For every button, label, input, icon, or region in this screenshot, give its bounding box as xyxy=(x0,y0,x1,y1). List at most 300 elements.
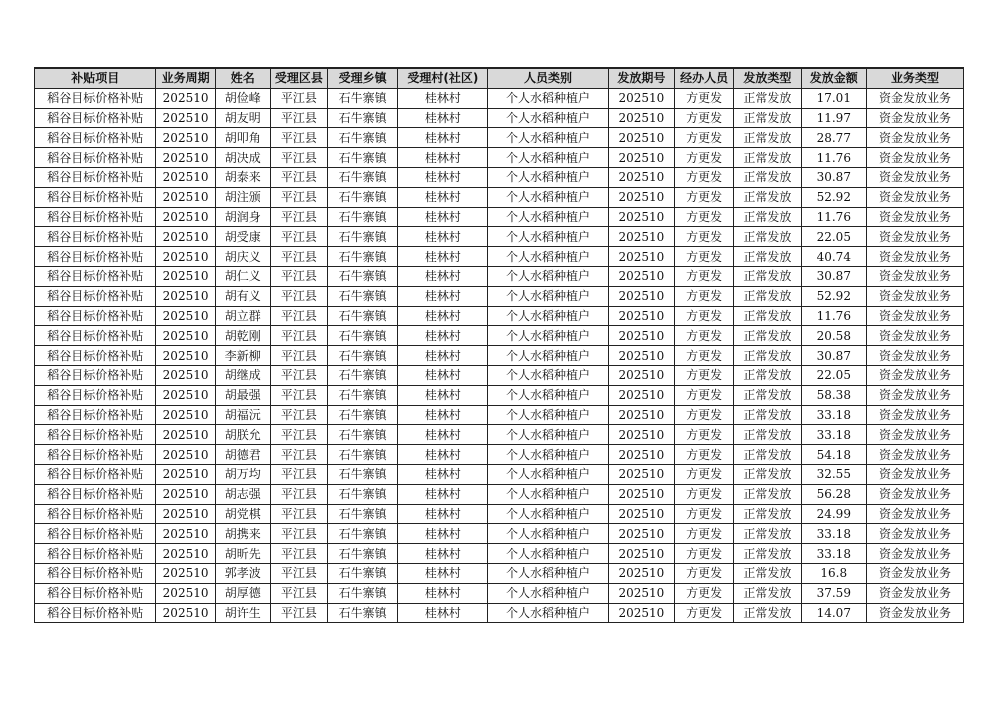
cell-issue-type: 正常发放 xyxy=(734,167,801,187)
cell-town: 石牛寨镇 xyxy=(327,524,397,544)
cell-period: 202510 xyxy=(156,583,215,603)
table-row xyxy=(35,266,964,286)
cell-amount: 40.74 xyxy=(801,247,866,267)
cell-amount: 30.87 xyxy=(801,167,866,187)
cell-issue-no: 202510 xyxy=(608,484,674,504)
cell-village: 桂林村 xyxy=(398,266,488,286)
cell-name: 胡乾刚 xyxy=(215,326,270,346)
cell-name: 胡仁义 xyxy=(215,266,270,286)
cell-town: 石牛寨镇 xyxy=(327,306,397,326)
cell-category: 个人水稻种植户 xyxy=(488,563,608,583)
cell-town: 石牛寨镇 xyxy=(327,603,397,623)
table-row xyxy=(35,603,964,623)
cell-village: 桂林村 xyxy=(398,167,488,187)
cell-period: 202510 xyxy=(156,365,215,385)
cell-county: 平江县 xyxy=(270,128,327,148)
cell-issue-type: 正常发放 xyxy=(734,306,801,326)
cell-village: 桂林村 xyxy=(398,88,488,108)
cell-county: 平江县 xyxy=(270,445,327,465)
cell-issue-type: 正常发放 xyxy=(734,603,801,623)
cell-issue-type: 正常发放 xyxy=(734,524,801,544)
cell-county: 平江县 xyxy=(270,464,327,484)
cell-town: 石牛寨镇 xyxy=(327,365,397,385)
cell-amount: 30.87 xyxy=(801,346,866,366)
cell-business-type: 资金发放业务 xyxy=(866,365,963,385)
cell-name: 胡注颁 xyxy=(215,187,270,207)
cell-issue-no: 202510 xyxy=(608,524,674,544)
cell-county: 平江县 xyxy=(270,148,327,168)
cell-category: 个人水稻种植户 xyxy=(488,286,608,306)
cell-name: 胡万均 xyxy=(215,464,270,484)
table-row xyxy=(35,504,964,524)
cell-name: 胡友明 xyxy=(215,108,270,128)
cell-business-type: 资金发放业务 xyxy=(866,425,963,445)
cell-category: 个人水稻种植户 xyxy=(488,306,608,326)
cell-category: 个人水稻种植户 xyxy=(488,425,608,445)
cell-amount: 16.8 xyxy=(801,563,866,583)
cell-operator: 方更发 xyxy=(675,603,734,623)
cell-project: 稻谷目标价格补贴 xyxy=(35,425,156,445)
cell-project: 稻谷目标价格补贴 xyxy=(35,544,156,564)
cell-period: 202510 xyxy=(156,405,215,425)
cell-business-type: 资金发放业务 xyxy=(866,484,963,504)
cell-town: 石牛寨镇 xyxy=(327,544,397,564)
cell-business-type: 资金发放业务 xyxy=(866,167,963,187)
cell-project: 稻谷目标价格补贴 xyxy=(35,445,156,465)
cell-period: 202510 xyxy=(156,306,215,326)
cell-issue-no: 202510 xyxy=(608,405,674,425)
cell-issue-type: 正常发放 xyxy=(734,563,801,583)
subsidy-table xyxy=(34,67,964,623)
cell-issue-no: 202510 xyxy=(608,306,674,326)
cell-operator: 方更发 xyxy=(675,207,734,227)
cell-operator: 方更发 xyxy=(675,326,734,346)
table-row xyxy=(35,563,964,583)
cell-business-type: 资金发放业务 xyxy=(866,445,963,465)
cell-operator: 方更发 xyxy=(675,247,734,267)
cell-category: 个人水稻种植户 xyxy=(488,108,608,128)
cell-town: 石牛寨镇 xyxy=(327,207,397,227)
cell-period: 202510 xyxy=(156,266,215,286)
cell-issue-no: 202510 xyxy=(608,247,674,267)
cell-issue-type: 正常发放 xyxy=(734,385,801,405)
cell-town: 石牛寨镇 xyxy=(327,227,397,247)
cell-project: 稻谷目标价格补贴 xyxy=(35,603,156,623)
cell-project: 稻谷目标价格补贴 xyxy=(35,247,156,267)
cell-name: 胡继成 xyxy=(215,365,270,385)
cell-project: 稻谷目标价格补贴 xyxy=(35,563,156,583)
cell-business-type: 资金发放业务 xyxy=(866,603,963,623)
cell-village: 桂林村 xyxy=(398,583,488,603)
cell-town: 石牛寨镇 xyxy=(327,247,397,267)
cell-amount: 33.18 xyxy=(801,425,866,445)
cell-period: 202510 xyxy=(156,484,215,504)
cell-name: 胡润身 xyxy=(215,207,270,227)
cell-amount: 28.77 xyxy=(801,128,866,148)
cell-operator: 方更发 xyxy=(675,464,734,484)
cell-business-type: 资金发放业务 xyxy=(866,227,963,247)
cell-project: 稻谷目标价格补贴 xyxy=(35,365,156,385)
cell-town: 石牛寨镇 xyxy=(327,326,397,346)
cell-amount: 20.58 xyxy=(801,326,866,346)
cell-town: 石牛寨镇 xyxy=(327,405,397,425)
cell-project: 稻谷目标价格补贴 xyxy=(35,405,156,425)
cell-name: 胡德君 xyxy=(215,445,270,465)
cell-business-type: 资金发放业务 xyxy=(866,148,963,168)
cell-business-type: 资金发放业务 xyxy=(866,266,963,286)
cell-business-type: 资金发放业务 xyxy=(866,464,963,484)
cell-issue-no: 202510 xyxy=(608,128,674,148)
cell-category: 个人水稻种植户 xyxy=(488,128,608,148)
cell-category: 个人水稻种植户 xyxy=(488,326,608,346)
cell-business-type: 资金发放业务 xyxy=(866,247,963,267)
table-row xyxy=(35,247,964,267)
cell-name: 郭孝波 xyxy=(215,563,270,583)
cell-project: 稻谷目标价格补贴 xyxy=(35,326,156,346)
cell-issue-type: 正常发放 xyxy=(734,207,801,227)
cell-operator: 方更发 xyxy=(675,524,734,544)
cell-operator: 方更发 xyxy=(675,425,734,445)
col-header-category: 人员类别 xyxy=(488,68,608,88)
cell-amount: 33.18 xyxy=(801,544,866,564)
cell-period: 202510 xyxy=(156,346,215,366)
col-header-amount: 发放金额 xyxy=(801,68,866,88)
cell-period: 202510 xyxy=(156,108,215,128)
cell-name: 胡福沅 xyxy=(215,405,270,425)
cell-town: 石牛寨镇 xyxy=(327,286,397,306)
cell-business-type: 资金发放业务 xyxy=(866,306,963,326)
table-row xyxy=(35,544,964,564)
cell-county: 平江县 xyxy=(270,207,327,227)
cell-county: 平江县 xyxy=(270,544,327,564)
cell-business-type: 资金发放业务 xyxy=(866,187,963,207)
cell-project: 稻谷目标价格补贴 xyxy=(35,167,156,187)
cell-village: 桂林村 xyxy=(398,524,488,544)
cell-issue-no: 202510 xyxy=(608,603,674,623)
cell-name: 胡朕允 xyxy=(215,425,270,445)
cell-period: 202510 xyxy=(156,326,215,346)
cell-business-type: 资金发放业务 xyxy=(866,583,963,603)
cell-operator: 方更发 xyxy=(675,484,734,504)
col-header-period: 业务周期 xyxy=(156,68,215,88)
table-body xyxy=(35,88,964,623)
cell-issue-type: 正常发放 xyxy=(734,108,801,128)
cell-project: 稻谷目标价格补贴 xyxy=(35,286,156,306)
cell-name: 胡厚德 xyxy=(215,583,270,603)
cell-period: 202510 xyxy=(156,88,215,108)
cell-name: 胡泰来 xyxy=(215,167,270,187)
cell-village: 桂林村 xyxy=(398,286,488,306)
cell-county: 平江县 xyxy=(270,583,327,603)
cell-issue-type: 正常发放 xyxy=(734,583,801,603)
cell-issue-no: 202510 xyxy=(608,167,674,187)
cell-business-type: 资金发放业务 xyxy=(866,207,963,227)
cell-business-type: 资金发放业务 xyxy=(866,108,963,128)
cell-project: 稻谷目标价格补贴 xyxy=(35,266,156,286)
cell-business-type: 资金发放业务 xyxy=(866,326,963,346)
cell-town: 石牛寨镇 xyxy=(327,385,397,405)
cell-category: 个人水稻种植户 xyxy=(488,148,608,168)
cell-town: 石牛寨镇 xyxy=(327,484,397,504)
cell-amount: 56.28 xyxy=(801,484,866,504)
cell-operator: 方更发 xyxy=(675,544,734,564)
cell-issue-type: 正常发放 xyxy=(734,227,801,247)
cell-village: 桂林村 xyxy=(398,464,488,484)
col-header-village: 受理村(社区) xyxy=(398,68,488,88)
cell-county: 平江县 xyxy=(270,365,327,385)
col-header-issue-type: 发放类型 xyxy=(734,68,801,88)
table-row xyxy=(35,306,964,326)
cell-business-type: 资金发放业务 xyxy=(866,128,963,148)
cell-village: 桂林村 xyxy=(398,603,488,623)
cell-issue-no: 202510 xyxy=(608,583,674,603)
cell-project: 稻谷目标价格补贴 xyxy=(35,187,156,207)
cell-town: 石牛寨镇 xyxy=(327,187,397,207)
cell-name: 胡最强 xyxy=(215,385,270,405)
cell-issue-type: 正常发放 xyxy=(734,128,801,148)
cell-category: 个人水稻种植户 xyxy=(488,504,608,524)
cell-issue-no: 202510 xyxy=(608,326,674,346)
cell-issue-type: 正常发放 xyxy=(734,187,801,207)
cell-category: 个人水稻种植户 xyxy=(488,266,608,286)
cell-amount: 52.92 xyxy=(801,286,866,306)
cell-category: 个人水稻种植户 xyxy=(488,405,608,425)
cell-period: 202510 xyxy=(156,464,215,484)
table-row xyxy=(35,385,964,405)
table-row xyxy=(35,484,964,504)
cell-issue-type: 正常发放 xyxy=(734,286,801,306)
cell-business-type: 资金发放业务 xyxy=(866,405,963,425)
table-row xyxy=(35,524,964,544)
cell-issue-type: 正常发放 xyxy=(734,504,801,524)
cell-town: 石牛寨镇 xyxy=(327,425,397,445)
cell-project: 稻谷目标价格补贴 xyxy=(35,346,156,366)
cell-issue-no: 202510 xyxy=(608,148,674,168)
cell-category: 个人水稻种植户 xyxy=(488,484,608,504)
cell-operator: 方更发 xyxy=(675,445,734,465)
cell-business-type: 资金发放业务 xyxy=(866,524,963,544)
cell-period: 202510 xyxy=(156,286,215,306)
cell-issue-type: 正常发放 xyxy=(734,88,801,108)
col-header-issue-no: 发放期号 xyxy=(608,68,674,88)
cell-village: 桂林村 xyxy=(398,346,488,366)
cell-category: 个人水稻种植户 xyxy=(488,544,608,564)
table-row xyxy=(35,464,964,484)
cell-village: 桂林村 xyxy=(398,187,488,207)
cell-town: 石牛寨镇 xyxy=(327,563,397,583)
table-row xyxy=(35,207,964,227)
cell-category: 个人水稻种植户 xyxy=(488,187,608,207)
cell-name: 胡志强 xyxy=(215,484,270,504)
cell-issue-no: 202510 xyxy=(608,544,674,564)
cell-county: 平江县 xyxy=(270,385,327,405)
table-row xyxy=(35,425,964,445)
cell-village: 桂林村 xyxy=(398,405,488,425)
cell-period: 202510 xyxy=(156,563,215,583)
cell-category: 个人水稻种植户 xyxy=(488,385,608,405)
cell-amount: 22.05 xyxy=(801,227,866,247)
cell-period: 202510 xyxy=(156,445,215,465)
cell-name: 胡许生 xyxy=(215,603,270,623)
cell-category: 个人水稻种植户 xyxy=(488,524,608,544)
cell-county: 平江县 xyxy=(270,326,327,346)
table-row xyxy=(35,187,964,207)
cell-project: 稻谷目标价格补贴 xyxy=(35,464,156,484)
cell-issue-type: 正常发放 xyxy=(734,445,801,465)
cell-operator: 方更发 xyxy=(675,563,734,583)
cell-business-type: 资金发放业务 xyxy=(866,88,963,108)
cell-amount: 11.76 xyxy=(801,207,866,227)
cell-issue-type: 正常发放 xyxy=(734,346,801,366)
cell-amount: 33.18 xyxy=(801,524,866,544)
cell-county: 平江县 xyxy=(270,266,327,286)
cell-operator: 方更发 xyxy=(675,365,734,385)
cell-issue-type: 正常发放 xyxy=(734,266,801,286)
cell-amount: 32.55 xyxy=(801,464,866,484)
table-row xyxy=(35,227,964,247)
cell-village: 桂林村 xyxy=(398,128,488,148)
cell-amount: 54.18 xyxy=(801,445,866,465)
cell-name: 胡俭峰 xyxy=(215,88,270,108)
cell-period: 202510 xyxy=(156,148,215,168)
cell-operator: 方更发 xyxy=(675,128,734,148)
cell-business-type: 资金发放业务 xyxy=(866,544,963,564)
cell-category: 个人水稻种植户 xyxy=(488,464,608,484)
cell-category: 个人水稻种植户 xyxy=(488,227,608,247)
cell-category: 个人水稻种植户 xyxy=(488,167,608,187)
cell-period: 202510 xyxy=(156,227,215,247)
cell-project: 稻谷目标价格补贴 xyxy=(35,227,156,247)
cell-period: 202510 xyxy=(156,207,215,227)
cell-town: 石牛寨镇 xyxy=(327,464,397,484)
cell-amount: 11.76 xyxy=(801,306,866,326)
cell-name: 胡立群 xyxy=(215,306,270,326)
cell-amount: 52.92 xyxy=(801,187,866,207)
cell-town: 石牛寨镇 xyxy=(327,88,397,108)
cell-project: 稻谷目标价格补贴 xyxy=(35,524,156,544)
cell-issue-no: 202510 xyxy=(608,266,674,286)
cell-county: 平江县 xyxy=(270,425,327,445)
cell-village: 桂林村 xyxy=(398,326,488,346)
cell-name: 胡受康 xyxy=(215,227,270,247)
cell-operator: 方更发 xyxy=(675,266,734,286)
cell-town: 石牛寨镇 xyxy=(327,128,397,148)
cell-village: 桂林村 xyxy=(398,425,488,445)
cell-village: 桂林村 xyxy=(398,544,488,564)
cell-town: 石牛寨镇 xyxy=(327,266,397,286)
cell-issue-no: 202510 xyxy=(608,425,674,445)
cell-town: 石牛寨镇 xyxy=(327,167,397,187)
cell-village: 桂林村 xyxy=(398,365,488,385)
table-row xyxy=(35,583,964,603)
cell-period: 202510 xyxy=(156,247,215,267)
cell-county: 平江县 xyxy=(270,563,327,583)
cell-issue-no: 202510 xyxy=(608,464,674,484)
cell-issue-no: 202510 xyxy=(608,346,674,366)
table-row xyxy=(35,346,964,366)
cell-name: 胡庆义 xyxy=(215,247,270,267)
cell-project: 稻谷目标价格补贴 xyxy=(35,108,156,128)
cell-category: 个人水稻种植户 xyxy=(488,445,608,465)
table-row xyxy=(35,108,964,128)
cell-issue-type: 正常发放 xyxy=(734,326,801,346)
table-row xyxy=(35,326,964,346)
cell-operator: 方更发 xyxy=(675,405,734,425)
cell-period: 202510 xyxy=(156,544,215,564)
cell-project: 稻谷目标价格补贴 xyxy=(35,504,156,524)
cell-category: 个人水稻种植户 xyxy=(488,603,608,623)
cell-county: 平江县 xyxy=(270,88,327,108)
cell-town: 石牛寨镇 xyxy=(327,445,397,465)
cell-project: 稻谷目标价格补贴 xyxy=(35,128,156,148)
cell-operator: 方更发 xyxy=(675,385,734,405)
table-row xyxy=(35,148,964,168)
col-header-town: 受理乡镇 xyxy=(327,68,397,88)
col-header-project: 补贴项目 xyxy=(35,68,156,88)
cell-operator: 方更发 xyxy=(675,227,734,247)
cell-name: 胡携来 xyxy=(215,524,270,544)
col-header-operator: 经办人员 xyxy=(675,68,734,88)
cell-issue-type: 正常发放 xyxy=(734,405,801,425)
cell-issue-no: 202510 xyxy=(608,504,674,524)
cell-village: 桂林村 xyxy=(398,306,488,326)
cell-issue-no: 202510 xyxy=(608,445,674,465)
cell-business-type: 资金发放业务 xyxy=(866,286,963,306)
cell-amount: 24.99 xyxy=(801,504,866,524)
cell-project: 稻谷目标价格补贴 xyxy=(35,148,156,168)
cell-business-type: 资金发放业务 xyxy=(866,346,963,366)
cell-issue-no: 202510 xyxy=(608,88,674,108)
col-header-county: 受理区县 xyxy=(270,68,327,88)
cell-operator: 方更发 xyxy=(675,583,734,603)
cell-village: 桂林村 xyxy=(398,207,488,227)
cell-county: 平江县 xyxy=(270,346,327,366)
cell-town: 石牛寨镇 xyxy=(327,583,397,603)
cell-issue-type: 正常发放 xyxy=(734,544,801,564)
cell-operator: 方更发 xyxy=(675,346,734,366)
cell-period: 202510 xyxy=(156,603,215,623)
header-row xyxy=(35,68,964,88)
cell-name: 胡有义 xyxy=(215,286,270,306)
cell-county: 平江县 xyxy=(270,484,327,504)
cell-name: 胡决成 xyxy=(215,148,270,168)
cell-county: 平江县 xyxy=(270,306,327,326)
cell-town: 石牛寨镇 xyxy=(327,504,397,524)
cell-amount: 37.59 xyxy=(801,583,866,603)
cell-business-type: 资金发放业务 xyxy=(866,563,963,583)
cell-period: 202510 xyxy=(156,187,215,207)
cell-village: 桂林村 xyxy=(398,148,488,168)
cell-county: 平江县 xyxy=(270,108,327,128)
cell-county: 平江县 xyxy=(270,504,327,524)
cell-town: 石牛寨镇 xyxy=(327,148,397,168)
cell-category: 个人水稻种植户 xyxy=(488,88,608,108)
cell-amount: 11.97 xyxy=(801,108,866,128)
cell-period: 202510 xyxy=(156,524,215,544)
cell-category: 个人水稻种植户 xyxy=(488,365,608,385)
table-row xyxy=(35,88,964,108)
cell-issue-type: 正常发放 xyxy=(734,148,801,168)
cell-period: 202510 xyxy=(156,385,215,405)
cell-issue-type: 正常发放 xyxy=(734,484,801,504)
cell-operator: 方更发 xyxy=(675,148,734,168)
cell-county: 平江县 xyxy=(270,167,327,187)
cell-town: 石牛寨镇 xyxy=(327,108,397,128)
cell-period: 202510 xyxy=(156,425,215,445)
cell-operator: 方更发 xyxy=(675,504,734,524)
cell-issue-no: 202510 xyxy=(608,365,674,385)
cell-issue-no: 202510 xyxy=(608,286,674,306)
